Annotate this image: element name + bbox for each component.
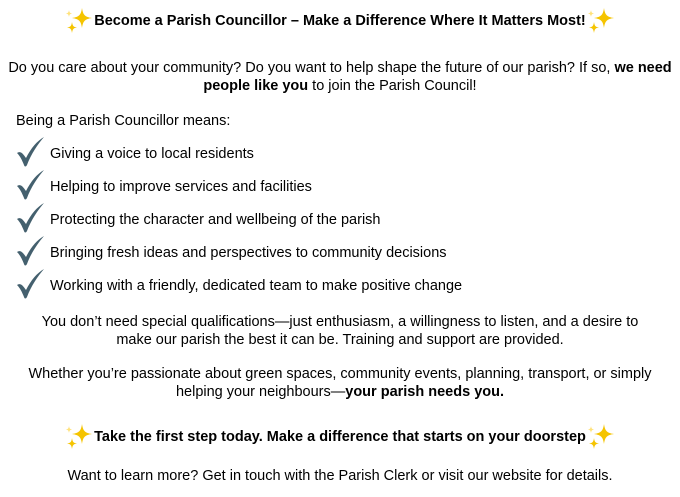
list-item-text: Bringing fresh ideas and perspectives to community decisions: [50, 245, 447, 261]
sparkles-icon: [64, 422, 94, 452]
qualifications-paragraph: You don’t need special qualifications—just enthusiasm, a willingness to listen, and a desire to make our parish the best it can be. Training and support are provided.: [41, 314, 639, 348]
sparkles-icon: [64, 6, 94, 36]
list-item-text: Helping to improve services and facilities: [50, 179, 312, 195]
passion-text-before: Whether you’re passionate about green spaces, community events, planning, transport, or simply helping your neighbours—: [28, 366, 652, 400]
list-item-text: Working with a friendly, dedicated team to make positive change: [50, 278, 463, 294]
check-mark-icon: [14, 202, 46, 234]
heading-title: Become a Parish Councillor – Make a Difference Where It Matters Most!: [94, 12, 586, 29]
intro-text-before: Do you care about your community? Do you want to help shape the future of our parish? If so,: [8, 60, 615, 76]
check-mark-icon: [14, 169, 46, 201]
means-label: Being a Parish Councillor means:: [16, 113, 231, 129]
contact-paragraph: Want to learn more? Get in touch with the Parish Clerk or visit our website for details.: [67, 468, 613, 484]
cta-title: Take the first step today. Make a difference that starts on your doorstep: [94, 428, 586, 445]
list-item-text: Giving a voice to local residents: [50, 146, 254, 162]
cta-line: [0, 422, 680, 452]
intro-paragraph: [0, 59, 680, 95]
heading-line: [0, 6, 680, 36]
passion-paragraph: [10, 365, 670, 401]
sparkles-icon: [586, 422, 616, 452]
passion-bold: your parish needs you.: [345, 384, 505, 400]
intro-text-after: to join the Parish Council!: [308, 78, 477, 94]
check-mark-icon: [14, 235, 46, 267]
check-mark-icon: [14, 268, 46, 300]
sparkles-icon: [586, 6, 616, 36]
check-mark-icon: [14, 136, 46, 168]
list-item-text: Protecting the character and wellbeing of the parish: [50, 212, 381, 228]
intro-bold: we need people like you: [203, 60, 672, 94]
